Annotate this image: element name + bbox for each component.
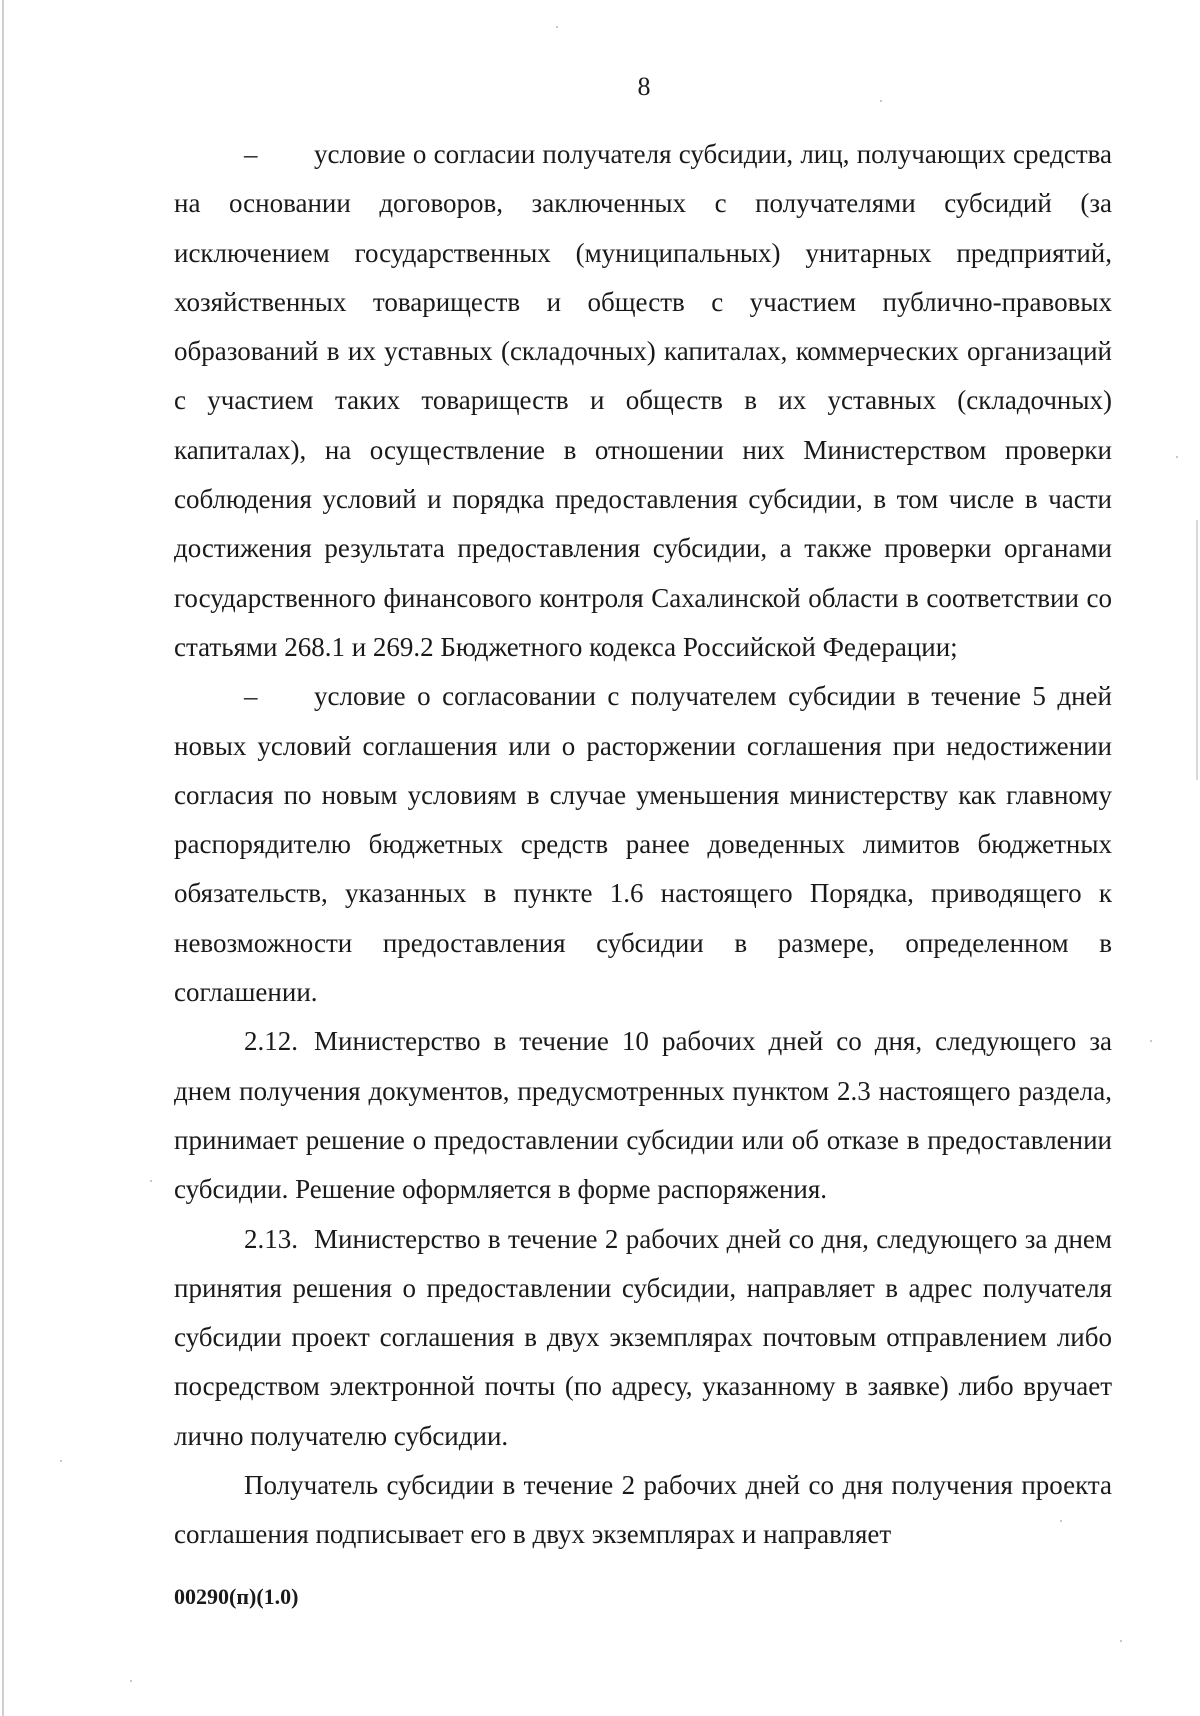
scan-speck bbox=[60, 1460, 62, 1462]
clause-2-12 bbox=[174, 1017, 1112, 1214]
document-code: 00290(п)(1.0) bbox=[174, 1584, 299, 1609]
clause-number: 2.13. bbox=[244, 1223, 298, 1254]
list-item-consent-inspection bbox=[174, 130, 1112, 672]
list-item-text: условие о согласовании с получателем субсидии в течение 5 дней новых условий соглашения или о расторжении соглашения при недостижении согласия по новым условиям в случае уменьшения министерству как главному распорядителю бюджетных средств ранее доведенных лимитов бюджетных обязательств, указанных в пункте 1.6 настоящего Порядка, приводящего к невозможности предоставления субсидии в размере, определенном в соглашении. bbox=[174, 681, 1112, 1008]
clause-2-13 bbox=[174, 1215, 1112, 1461]
page-number: 8 bbox=[637, 72, 651, 101]
scan-speck bbox=[556, 26, 558, 28]
scan-speck bbox=[1150, 1040, 1152, 1042]
scan-speck bbox=[1060, 1520, 1062, 1522]
scan-speck bbox=[1120, 1640, 1122, 1642]
clause-text: Министерство в течение 2 рабочих дней со дня, следующего за днем принятия решения о предоставлении субсидии, направляет в адрес получателя субсидии проект соглашения в двух экземплярах почтовым отправлением либо посредством электронной почты (по адресу, указанному в заявке) либо вручает лично получателю субсидии. bbox=[174, 1223, 1112, 1451]
paragraph-text: Получатель субсидии в течение 2 рабочих дней со дня получения проекта соглашения подписывает его в двух экземплярах и направляет bbox=[174, 1470, 1112, 1550]
scan-edge-left bbox=[2, 0, 4, 1716]
list-item-text: условие о согласии получателя субсидии, лиц, получающих средства на основании договоров, заключенных с получателями субсидий (за исключением государственных (муниципальных) унитарных предприятий, хозяйственных товариществ и обществ с участием публично-правовых образований в их уставных (складочных) капиталах, коммерческих организаций с участием таких товариществ и обществ в их уставных (складочных) капиталах), на осуществление в отношении них Министерством проверки соблюдения условий и порядка предоставления субсидии, в том числе в части достижения результата предоставления субсидии, а также проверки органами государственного финансового контроля Сахалинской области в соответствии со статьями 268.1 и 269.2 Бюджетного кодекса Российской Федерации; bbox=[174, 139, 1112, 662]
list-dash: – bbox=[244, 139, 258, 169]
scan-speck bbox=[150, 1180, 152, 1182]
paragraph-recipient-signing bbox=[174, 1461, 1112, 1560]
list-dash: – bbox=[244, 681, 258, 712]
document-body bbox=[174, 130, 1112, 1560]
scan-edge-right bbox=[1196, 520, 1198, 780]
scan-speck bbox=[880, 100, 882, 102]
clause-text: Министерство в течение 10 рабочих дней со дня, следующего за днем получения документов, предусмотренных пунктом 2.3 настоящего раздела, принимает решение о предоставлении субсидии или об отказе в предоставлении субсидии. Решение оформляется в форме распоряжения. bbox=[174, 1026, 1112, 1205]
scan-speck bbox=[130, 1680, 132, 1682]
scan-speck bbox=[1176, 456, 1178, 458]
clause-number: 2.12. bbox=[244, 1026, 298, 1057]
list-item-agreement-terms bbox=[174, 672, 1112, 1017]
